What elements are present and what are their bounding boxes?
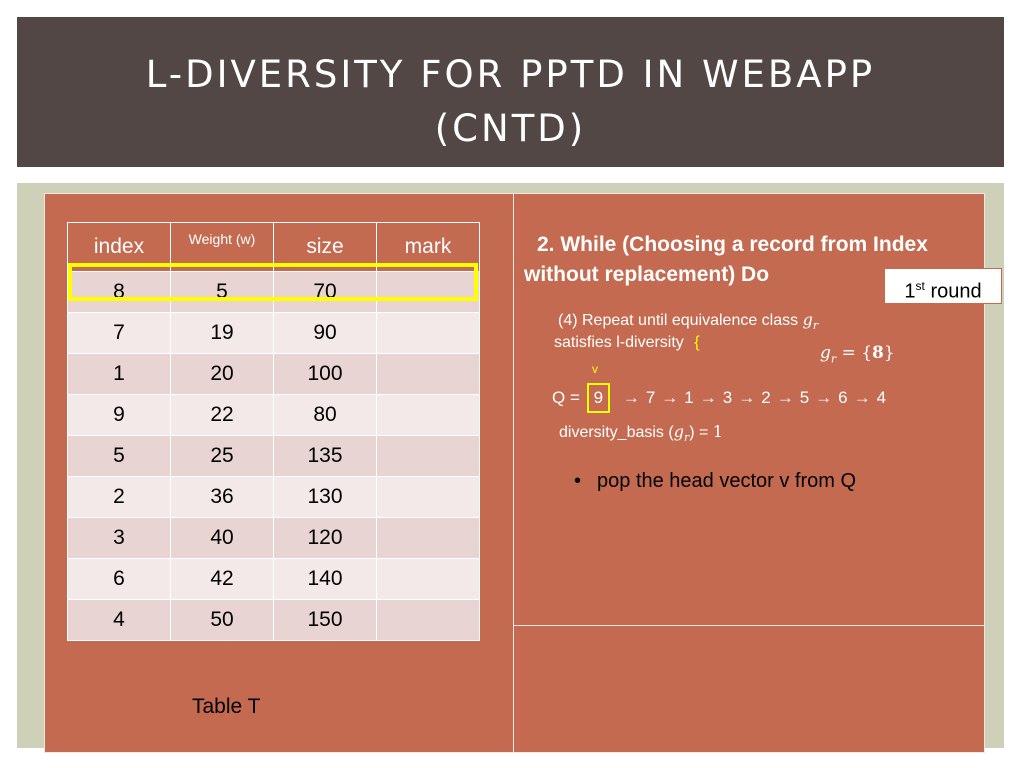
header-weight: Weight (w): [171, 223, 274, 272]
mark-cell: [377, 354, 480, 395]
weight-cell: 20: [171, 354, 274, 395]
index-cell: 1: [68, 354, 171, 395]
weight-cell: 5: [171, 272, 274, 313]
round-suffix: st: [915, 279, 925, 293]
repeat-line-1: [558, 310, 818, 332]
v-label: v: [592, 362, 598, 376]
size-cell: 150: [274, 600, 377, 641]
diversity-gr: [673, 422, 690, 445]
arrow-icon: →: [738, 388, 756, 407]
repeat-text-2: satisfies l-diversity: [554, 334, 684, 351]
repeat-line-2: [554, 334, 700, 352]
size-cell: 90: [274, 313, 377, 354]
slide-title-line-2: (CNTD): [434, 107, 587, 150]
queue-item: 6: [838, 388, 848, 407]
index-cell: 3: [68, 518, 171, 559]
size-cell: 80: [274, 395, 377, 436]
arrow-icon: →: [622, 388, 640, 407]
weight-cell: 25: [171, 436, 274, 477]
mark-cell: [377, 436, 480, 477]
mark-cell: [377, 600, 480, 641]
gr-eq-g: g: [820, 343, 831, 363]
queue-item: 1: [684, 388, 694, 407]
slide-title-line-1: L-DIVERSITY FOR PPTD IN WEBAPP: [145, 53, 876, 96]
mark-cell: [377, 518, 480, 559]
index-cell: 9: [68, 395, 171, 436]
mark-cell: [377, 313, 480, 354]
gr-equation: [820, 343, 895, 365]
bullet-dot: •: [574, 470, 582, 492]
size-cell: 130: [274, 477, 377, 518]
gr-eq-r: r: [830, 352, 837, 366]
bullet-text: pop the head vector v from Q: [597, 470, 857, 492]
gr-eq-open: = {: [841, 343, 873, 363]
table-row: [68, 313, 480, 354]
queue-label: Q =: [552, 388, 580, 407]
arrow-icon: →: [815, 388, 833, 407]
round-label: round: [930, 280, 982, 303]
size-cell: 120: [274, 518, 377, 559]
weight-cell: 22: [171, 395, 274, 436]
table-row: [68, 518, 480, 559]
index-cell: 7: [68, 313, 171, 354]
size-cell: 140: [274, 559, 377, 600]
diversity-g: g: [673, 422, 684, 441]
index-cell: 2: [68, 477, 171, 518]
table-row: [68, 354, 480, 395]
arrow-icon: →: [699, 388, 717, 407]
index-cell: 4: [68, 600, 171, 641]
diversity-value: 1: [712, 422, 723, 441]
arrow-icon: →: [776, 388, 794, 407]
gr-g: g: [802, 310, 813, 329]
while-step-line-1: 2. While (Choosing a record from Index: [537, 233, 928, 256]
arrow-icon: →: [853, 388, 871, 407]
diversity-close: ) =: [689, 424, 709, 441]
index-cell: 5: [68, 436, 171, 477]
open-brace: {: [694, 334, 700, 351]
table-row: [68, 600, 480, 641]
mark-cell: [377, 395, 480, 436]
repeat-text-1: (4) Repeat until equivalence class: [558, 312, 799, 329]
table-row: [68, 395, 480, 436]
mark-cell: [377, 477, 480, 518]
weight-cell: 50: [171, 600, 274, 641]
weight-cell: 40: [171, 518, 274, 559]
table-row: [68, 477, 480, 518]
header-size: size: [274, 223, 377, 272]
mark-cell: [377, 559, 480, 600]
size-cell: 70: [274, 272, 377, 313]
gr-symbol: [802, 310, 819, 333]
queue-item: 5: [799, 388, 810, 407]
weight-cell: 42: [171, 559, 274, 600]
arrow-icon: →: [661, 388, 679, 407]
header-mark: mark: [377, 223, 480, 272]
queue-rest: [617, 388, 886, 407]
queue-item: 2: [761, 388, 771, 407]
size-cell: 100: [274, 354, 377, 395]
while-step-line-2: without replacement) Do: [524, 263, 770, 286]
weight-cell: 19: [171, 313, 274, 354]
diversity-label: diversity_basis (: [559, 424, 674, 441]
round-box: [884, 268, 1002, 304]
queue-item: 4: [876, 388, 887, 407]
gr-eq-value: 8: [872, 343, 884, 363]
round-number: 1: [904, 280, 916, 303]
header-index: index: [68, 223, 171, 272]
queue-item: 3: [722, 388, 733, 407]
index-cell: 8: [68, 272, 171, 313]
title-bar: [17, 17, 1004, 167]
right-bottom-panel: [513, 625, 985, 753]
highlight-row-box: [68, 263, 478, 301]
diversity-r: r: [683, 431, 690, 445]
index-cell: 6: [68, 559, 171, 600]
queue-head: 9: [587, 383, 610, 413]
queue-item: 7: [645, 388, 656, 407]
bullet-item: [574, 470, 856, 493]
table-caption: Table T: [192, 695, 261, 718]
queue-line: [552, 383, 886, 413]
gr-r: r: [812, 319, 819, 333]
gr-eq-close: }: [883, 343, 895, 363]
weight-cell: 36: [171, 477, 274, 518]
table-row: [68, 559, 480, 600]
size-cell: 135: [274, 436, 377, 477]
table-row: [68, 436, 480, 477]
diversity-line: [559, 422, 723, 444]
